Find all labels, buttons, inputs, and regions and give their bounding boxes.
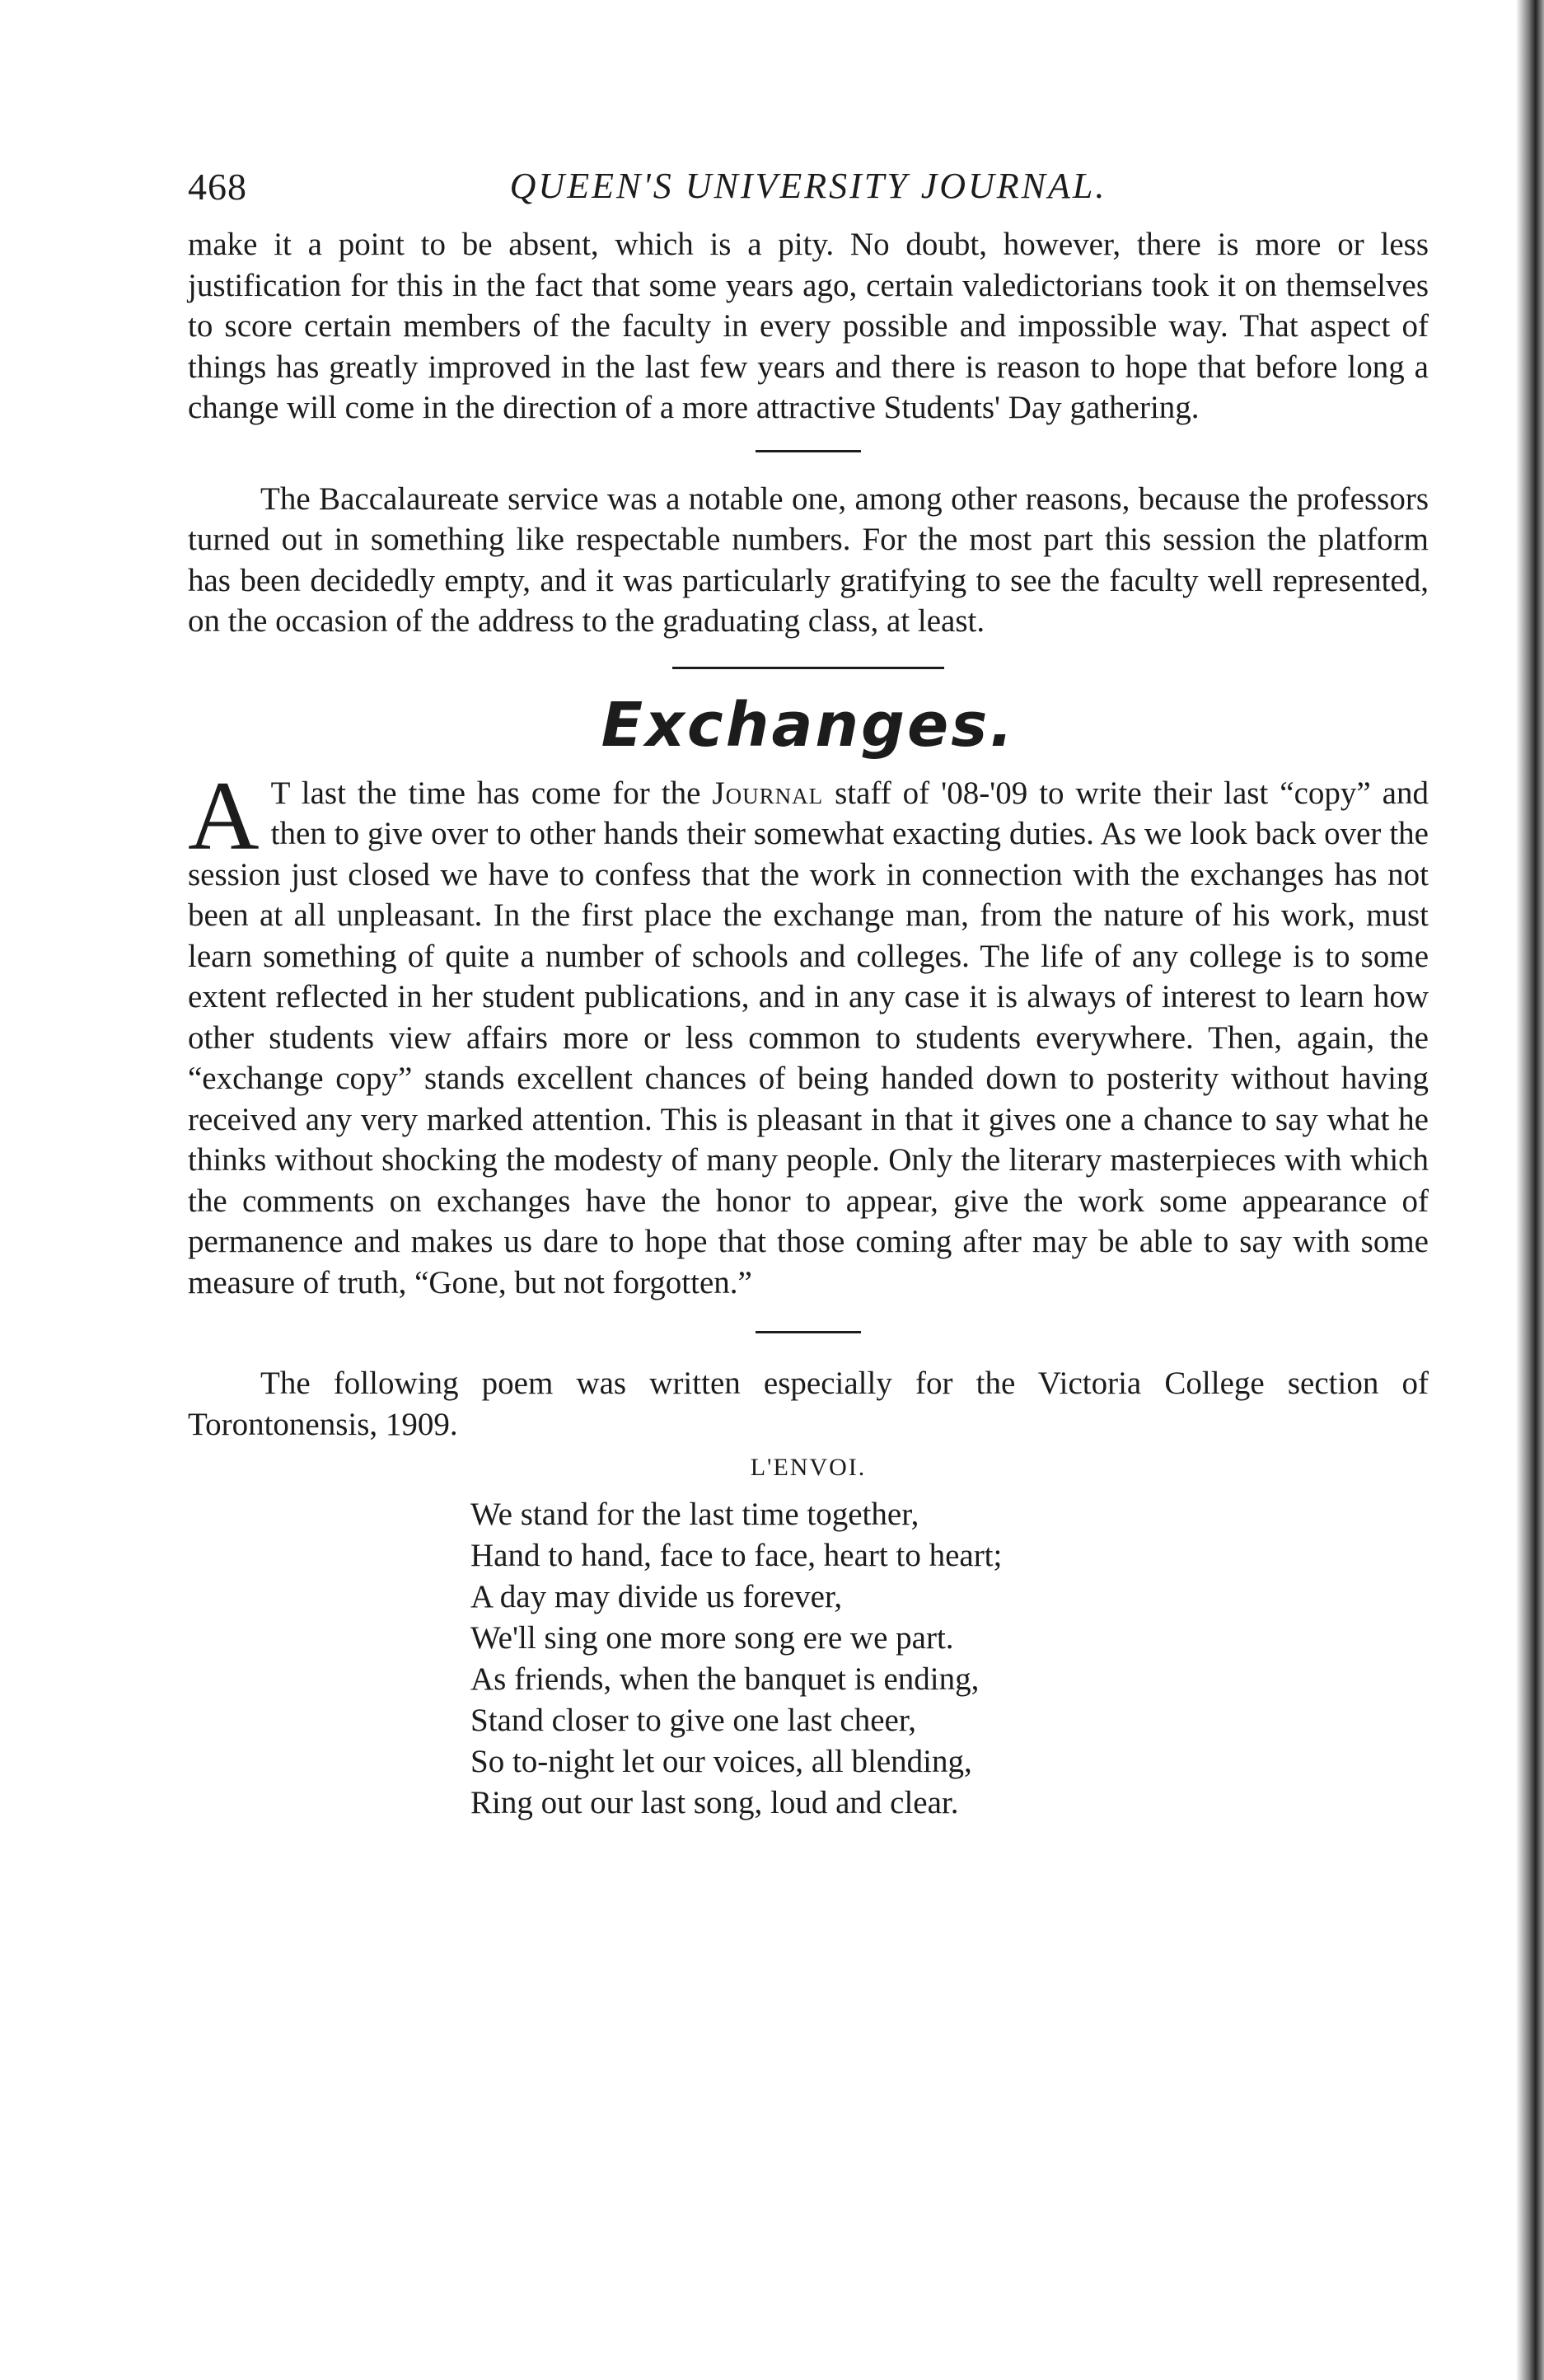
poem-line: So to-night let our voices, all blending, <box>470 1744 972 1779</box>
poem-line: Ring out our last song, loud and clear. <box>470 1785 959 1820</box>
poem <box>470 1494 1429 1824</box>
paragraph-poem-intro: The following poem was written especially for the Victoria College section of Torontonensis, 1909. <box>188 1366 1429 1442</box>
journal-name: Journal <box>712 775 824 811</box>
exchanges-body: staff of '08-'09 to write their last “copy” and then to give over to other hands their somewhat exacting duties. As we look back over the session just closed we have to confess that the work in connection with the exchanges has not been at all unpleasant. In the first place the exchange man, from the nature of his work, must learn something of quite a number of schools and colleges. The life of any college is to some extent reflected in her student publications, and in any case it is always of interest to learn how other students view affairs more or less common to students everywhere. Then, again, the “exchange copy” stands excellent chances of being handed down to posterity without having received any very marked attention. This is pleasant in that it gives one a chance to say what he thinks without shocking the modesty of many people. Only the literary masterpieces with which the comments on exchanges have the honor to appear, give the work some appearance of permanence and makes us dare to hope that those coming after may be able to say with some measure of truth, “Gone, but not forgotten.” <box>188 775 1429 1300</box>
section-divider <box>756 450 861 452</box>
paragraph-exchanges <box>188 760 1429 1304</box>
paragraph-baccalaureate: The Baccalaureate service was a notable one, among other reasons, because the professors turned out in something like respectable numbers. For the most part this session the platform has been decidedly empty, and it was particularly gratifying to see the faculty well represented, on the occasion of the address to the graduating class, at least. <box>188 480 1429 639</box>
paragraph-valedictory: make it a point to be absent, which is a pity. No doubt, however, there is more or less justification for this in the fact that some years ago, certain valedictorians took it on themselves to score certain members of the faculty in every possible and impossible way. That aspect of things has greatly improved in the last few years and there is reason to hope that before long a change will come in the direction of a more attractive Students' Day gathering. <box>188 227 1429 425</box>
journal-title: QUEEN'S UNIVERSITY JOURNAL. <box>509 166 1107 206</box>
poem-line: As friends, when the banquet is ending, <box>470 1661 980 1697</box>
drop-cap: A <box>188 760 260 870</box>
journal-page <box>188 157 1429 1824</box>
poem-line: Hand to hand, face to face, heart to heart; <box>470 1538 1003 1573</box>
poem-title: L'ENVOI. <box>750 1454 867 1481</box>
poem-line: A day may divide us forever, <box>470 1579 843 1614</box>
poem-line: We'll sing one more song ere we part. <box>470 1620 954 1656</box>
section-divider <box>672 667 944 669</box>
section-divider <box>756 1331 861 1333</box>
running-head <box>188 157 1429 223</box>
poem-line: Stand closer to give one last cheer, <box>470 1703 917 1738</box>
section-heading-exchanges: Exchanges. <box>601 689 1016 761</box>
scan-page-edge <box>1516 0 1544 2380</box>
page-number: 468 <box>188 166 247 208</box>
poem-line: We stand for the last time together, <box>470 1497 919 1532</box>
exchanges-lead: T last the time has come for the <box>270 775 713 811</box>
